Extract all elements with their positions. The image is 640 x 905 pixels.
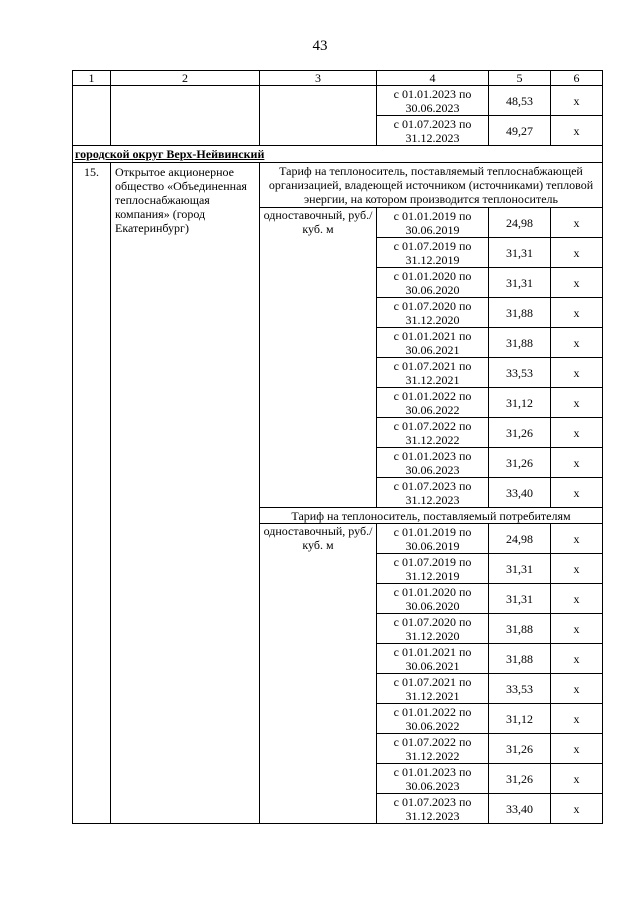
- x-cell: х: [551, 298, 603, 328]
- period-cell: с 01.07.2023 по 31.12.2023: [377, 116, 489, 146]
- section-row: [73, 146, 603, 163]
- header-cell: 4: [377, 71, 489, 86]
- value-cell: 33,53: [489, 674, 551, 704]
- period-cell: с 01.01.2023 по 30.06.2023: [377, 448, 489, 478]
- period-cell: с 01.01.2020 по 30.06.2020: [377, 268, 489, 298]
- organization-name: Открытое акционерное общество «Объединенная теплоснабжающая компания» (город Екатеринбург): [111, 163, 260, 824]
- x-cell: х: [551, 614, 603, 644]
- x-cell: х: [551, 764, 603, 794]
- value-cell: 33,53: [489, 358, 551, 388]
- x-cell: х: [551, 644, 603, 674]
- period-cell: с 01.07.2019 по 31.12.2019: [377, 238, 489, 268]
- period-cell: с 01.07.2022 по 31.12.2022: [377, 734, 489, 764]
- period-cell: с 01.01.2022 по 30.06.2022: [377, 388, 489, 418]
- section-title: городской округ Верх-Нейвинский: [73, 146, 603, 163]
- value-cell: 31,88: [489, 614, 551, 644]
- x-cell: х: [551, 358, 603, 388]
- x-cell: х: [551, 86, 603, 116]
- tariff-title: Тариф на теплоноситель, поставляемый потребителям: [260, 508, 603, 524]
- value-cell: 33,40: [489, 478, 551, 508]
- period-cell: с 01.01.2019 по 30.06.2019: [377, 208, 489, 238]
- period-cell: с 01.01.2021 по 30.06.2021: [377, 328, 489, 358]
- period-cell: с 01.07.2020 по 31.12.2020: [377, 614, 489, 644]
- empty-cell: [111, 86, 260, 146]
- value-cell: 31,26: [489, 764, 551, 794]
- header-cell: 2: [111, 71, 260, 86]
- period-cell: с 01.07.2023 по 31.12.2023: [377, 794, 489, 824]
- tariff-table: [72, 70, 603, 824]
- x-cell: х: [551, 418, 603, 448]
- period-cell: с 01.07.2019 по 31.12.2019: [377, 554, 489, 584]
- table-row: [73, 86, 603, 116]
- x-cell: х: [551, 794, 603, 824]
- x-cell: х: [551, 554, 603, 584]
- page-number: 43: [312, 38, 328, 54]
- x-cell: х: [551, 524, 603, 554]
- value-cell: 31,88: [489, 298, 551, 328]
- period-cell: с 01.01.2023 по 30.06.2023: [377, 86, 489, 116]
- period-cell: с 01.01.2019 по 30.06.2019: [377, 524, 489, 554]
- value-cell: 31,88: [489, 644, 551, 674]
- x-cell: х: [551, 478, 603, 508]
- x-cell: х: [551, 328, 603, 358]
- value-cell: 24,98: [489, 208, 551, 238]
- value-cell: 31,12: [489, 388, 551, 418]
- period-cell: с 01.07.2022 по 31.12.2022: [377, 418, 489, 448]
- value-cell: 49,27: [489, 116, 551, 146]
- value-cell: 31,31: [489, 584, 551, 614]
- period-cell: с 01.07.2021 по 31.12.2021: [377, 674, 489, 704]
- x-cell: х: [551, 116, 603, 146]
- value-cell: 31,26: [489, 734, 551, 764]
- x-cell: х: [551, 734, 603, 764]
- value-cell: 31,26: [489, 418, 551, 448]
- period-cell: с 01.07.2023 по 31.12.2023: [377, 478, 489, 508]
- period-cell: с 01.07.2021 по 31.12.2021: [377, 358, 489, 388]
- header-row: [73, 71, 603, 86]
- value-cell: 31,31: [489, 554, 551, 584]
- period-cell: с 01.01.2020 по 30.06.2020: [377, 584, 489, 614]
- value-cell: 31,88: [489, 328, 551, 358]
- rate-type: одноставочный, руб./куб. м: [260, 524, 377, 824]
- tariff-title-row: [73, 163, 603, 208]
- empty-cell: [73, 86, 111, 146]
- x-cell: х: [551, 388, 603, 418]
- x-cell: х: [551, 448, 603, 478]
- header-cell: 6: [551, 71, 603, 86]
- x-cell: х: [551, 704, 603, 734]
- period-cell: с 01.01.2021 по 30.06.2021: [377, 644, 489, 674]
- period-cell: с 01.07.2020 по 31.12.2020: [377, 298, 489, 328]
- value-cell: 31,12: [489, 704, 551, 734]
- value-cell: 31,26: [489, 448, 551, 478]
- x-cell: х: [551, 268, 603, 298]
- header-cell: 5: [489, 71, 551, 86]
- empty-cell: [260, 86, 377, 146]
- value-cell: 31,31: [489, 238, 551, 268]
- value-cell: 31,31: [489, 268, 551, 298]
- rate-type: одноставочный, руб./куб. м: [260, 208, 377, 508]
- header-cell: 1: [73, 71, 111, 86]
- header-cell: 3: [260, 71, 377, 86]
- value-cell: 24,98: [489, 524, 551, 554]
- x-cell: х: [551, 238, 603, 268]
- x-cell: х: [551, 584, 603, 614]
- x-cell: х: [551, 208, 603, 238]
- value-cell: 33,40: [489, 794, 551, 824]
- period-cell: с 01.01.2022 по 30.06.2022: [377, 704, 489, 734]
- period-cell: с 01.01.2023 по 30.06.2023: [377, 764, 489, 794]
- tariff-title: Тариф на теплоноситель, поставляемый теплоснабжающей организацией, владеющей источником (источниками) тепловой энергии, на котором производится теплоноситель: [260, 163, 603, 208]
- x-cell: х: [551, 674, 603, 704]
- value-cell: 48,53: [489, 86, 551, 116]
- entry-number: 15.: [73, 163, 111, 824]
